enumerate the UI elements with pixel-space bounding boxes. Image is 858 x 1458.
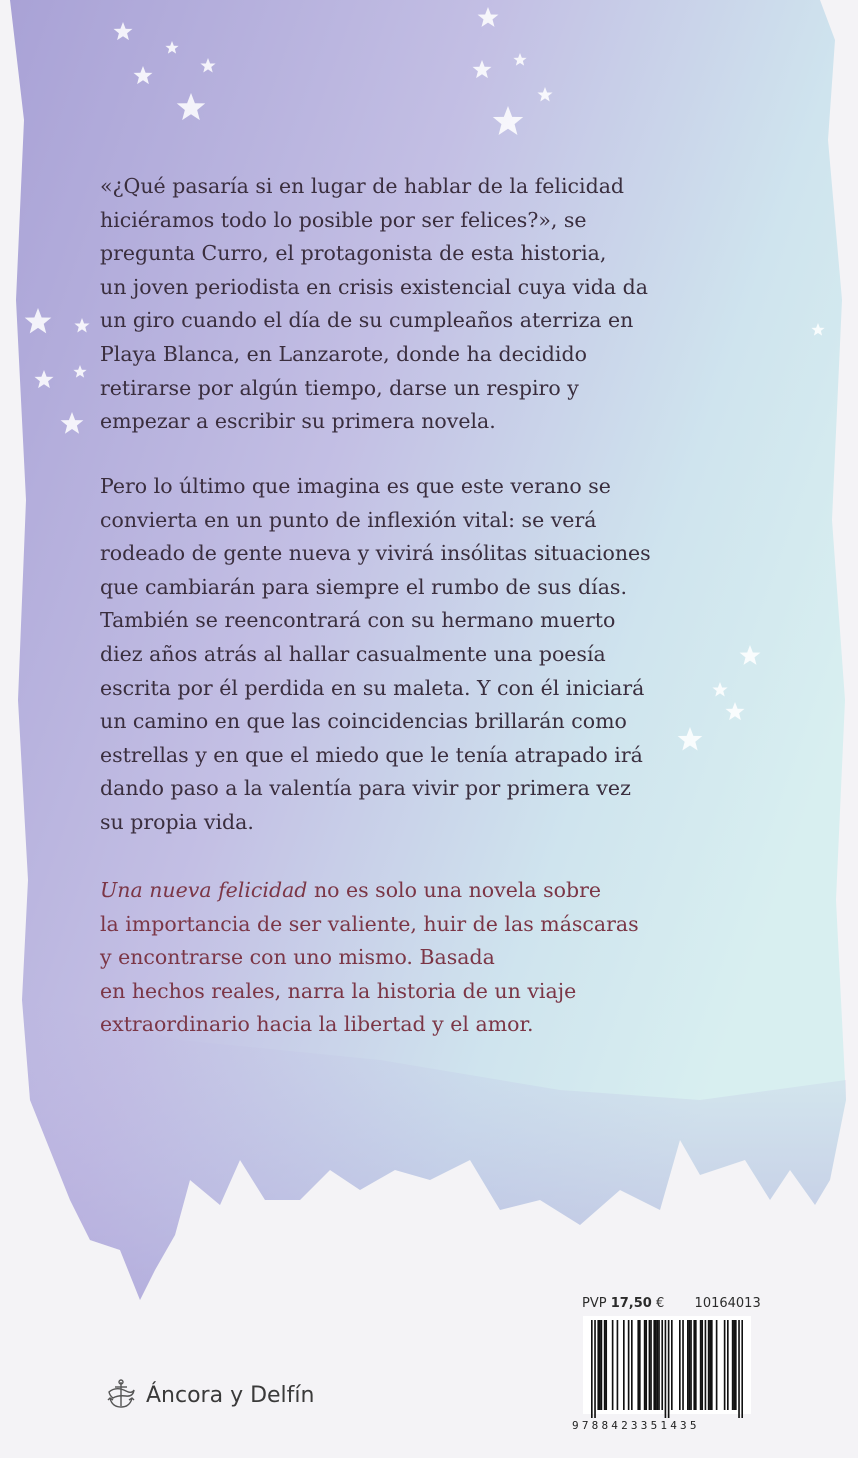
star-icon: [165, 41, 178, 54]
barcode-bar: [701, 1320, 703, 1410]
blurb-paragraph-3: [100, 874, 740, 1042]
barcode-bar: [682, 1320, 684, 1410]
text-line: Playa Blanca, en Lanzarote, donde ha decidido: [100, 341, 587, 366]
barcode-bar: [628, 1320, 630, 1410]
text-line: hiciéramos todo lo posible por ser felices?», se: [100, 207, 587, 232]
barcode-bar: [649, 1320, 651, 1410]
text-line: un giro cuando el día de su cumpleaños aterriza en: [100, 308, 634, 333]
text-line: diez años atrás al hallar casualmente una poesía: [100, 641, 606, 666]
star-icon: [73, 365, 86, 378]
text-line: y encontrarse con uno mismo. Basada: [100, 945, 495, 970]
star-icon: [478, 7, 499, 27]
blurb-paragraph-2: [100, 470, 740, 840]
text-line: en hechos reales, narra la historia de un viaje: [100, 978, 577, 1003]
text-line: la importancia de ser valiente, huir de las máscaras: [100, 911, 639, 936]
barcode-bar: [709, 1320, 711, 1410]
text-line: extraordinario hacia la libertad y el amor.: [100, 1012, 534, 1037]
barcode-bar: [645, 1320, 647, 1410]
barcode-bar: [599, 1320, 601, 1410]
price-label: [582, 1296, 761, 1311]
text-line: escrita por él perdida en su maleta. Y con él iniciará: [100, 675, 645, 700]
price-amount: 17,50: [610, 1296, 652, 1311]
barcode-bar: [658, 1320, 660, 1410]
star-icon: [177, 93, 206, 120]
barcode-bar: [604, 1320, 606, 1410]
barcode-bar: [671, 1320, 673, 1410]
text-line: empezar a escribir su primera novela.: [100, 409, 496, 434]
text-line: «¿Qué pasaría si en lugar de hablar de la felicidad: [100, 174, 625, 198]
barcode-bar: [711, 1320, 713, 1410]
text-line: un camino en que las coincidencias brillarán como: [100, 709, 627, 734]
barcode: [583, 1316, 751, 1414]
star-icon: [200, 58, 215, 72]
barcode-bar: [644, 1320, 646, 1410]
barcode-bar: [605, 1320, 607, 1410]
barcode-bar: [637, 1320, 639, 1410]
barcode-bar: [617, 1320, 619, 1410]
barcode-bar: [705, 1320, 707, 1410]
star-icon: [61, 412, 84, 434]
text-line: que cambiarán para siempre el rumbo de sus días.: [100, 574, 627, 599]
barcode-bar: [733, 1320, 735, 1410]
star-icon: [493, 106, 523, 135]
text-line: rodeado de gente nueva y vivirá insólitas situaciones: [100, 541, 651, 566]
text-line: su propia vida.: [100, 809, 254, 834]
barcode-bar: [661, 1320, 663, 1410]
star-icon: [74, 318, 89, 332]
text-line: un joven periodista en crisis existencial cuya vida da: [100, 274, 649, 299]
text-line: estrellas y en que el miedo que le tenía atrapado irá: [100, 742, 643, 767]
barcode-bar: [732, 1320, 734, 1410]
star-icon: [114, 22, 133, 40]
star-icon: [811, 323, 824, 336]
star-icon: [134, 66, 153, 84]
publisher-imprint: [104, 1378, 314, 1412]
barcode-bar: [594, 1320, 596, 1418]
star-icon: [740, 645, 761, 665]
isbn-number: 9788423351435: [572, 1419, 700, 1432]
barcode-bar: [668, 1320, 670, 1418]
price-prefix: PVP: [582, 1296, 607, 1311]
barcode-bar: [601, 1320, 603, 1410]
barcode-bar: [655, 1320, 657, 1410]
barcode-bar: [657, 1320, 659, 1410]
barcode-bar: [591, 1320, 593, 1418]
star-icon: [35, 370, 54, 388]
barcode-bar: [727, 1320, 729, 1410]
barcode-bar: [693, 1320, 695, 1410]
barcode-bar: [738, 1320, 740, 1418]
barcode-bar: [653, 1320, 655, 1410]
star-icon: [473, 60, 492, 78]
product-code: 10164013: [694, 1296, 761, 1311]
barcode-bar: [665, 1320, 667, 1418]
barcode-bar: [716, 1320, 718, 1410]
barcode-bar: [708, 1320, 710, 1410]
barcode-bar: [735, 1320, 737, 1410]
text-line: convierta en un punto de inflexión vital: se verá: [100, 507, 597, 532]
barcode-bar: [597, 1320, 599, 1410]
text-line: Pero lo último que imagina es que este verano se: [100, 474, 611, 498]
barcode-bar: [741, 1320, 743, 1418]
barcode-bar: [690, 1320, 692, 1410]
publisher-name: Áncora y Delfín: [146, 1382, 315, 1408]
barcode-bar: [724, 1320, 726, 1410]
barcode-bar: [612, 1320, 614, 1410]
barcode-bars: [591, 1320, 743, 1418]
text-line: dando paso a la valentía para vivir por primera vez: [100, 776, 631, 801]
barcode-bar: [689, 1320, 691, 1410]
barcode-bar: [631, 1320, 633, 1410]
barcode-bar: [623, 1320, 625, 1410]
barcode-bar: [695, 1320, 697, 1410]
star-icon: [537, 87, 552, 101]
text-fragment: no es solo una novela sobre: [307, 878, 602, 902]
star-icon: [513, 53, 526, 66]
text-line: retirarse por algún tiempo, darse un respiro y: [100, 375, 579, 400]
anchor-dolphin-logo-icon: [104, 1378, 138, 1412]
book-title: Una nueva felicidad: [100, 878, 308, 902]
barcode-bar: [679, 1320, 681, 1410]
price-currency: €: [655, 1296, 665, 1311]
text-line: [100, 874, 740, 908]
barcode-bar: [700, 1320, 702, 1410]
barcode-bar: [639, 1320, 641, 1410]
barcode-bar: [687, 1320, 689, 1410]
text-line: pregunta Curro, el protagonista de esta historia,: [100, 241, 607, 266]
star-icon: [25, 308, 52, 333]
text-line: También se reencontrará con su hermano muerto: [100, 608, 616, 633]
barcode-bar: [650, 1320, 652, 1410]
blurb-paragraph-1: [100, 170, 740, 439]
